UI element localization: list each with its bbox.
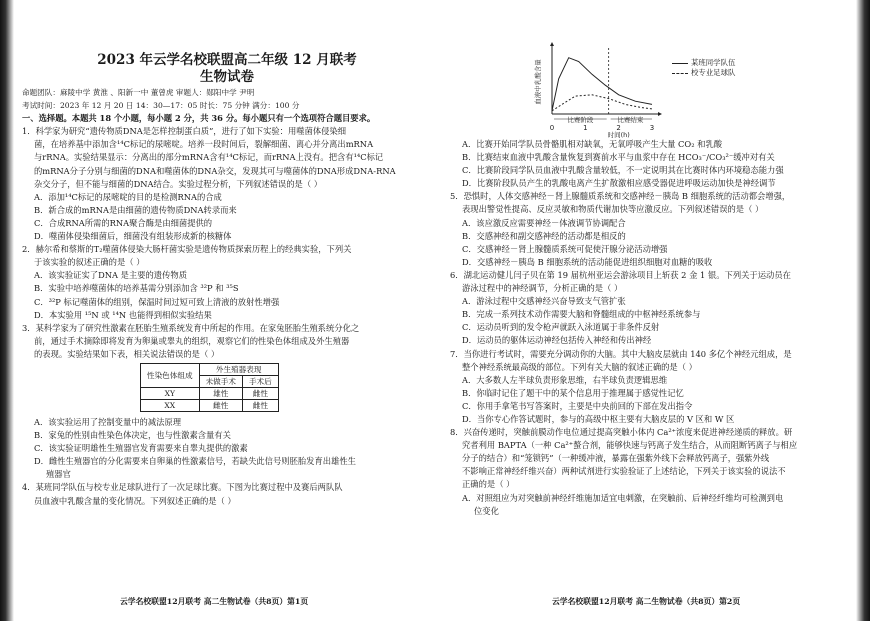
footer-left: 云学名校联盟12月联考 高二生物试卷（共8页）第1页 <box>120 597 309 606</box>
option-c: C．你用手拿笔书写答案时，主要是中央前回的下部在发出指令 <box>462 400 693 411</box>
option-b: B．比赛结束血液中乳酸含量恢复到赛前水平与血浆中存在 HCO₃⁻/CO₃²⁻缓冲对有关 <box>462 152 775 163</box>
option-a: A．添加¹⁴C标记的尿嘧啶的目的是检测RNA的合成 <box>34 191 222 202</box>
question-stem-line: 表现出警觉性提高、反应灵敏和物质代谢加快等应激反应。下列叙述错误的是（ ） <box>462 204 764 215</box>
option-b: B．实验中培养噬菌体的培养基需分别添加含 ³²P 和 ³⁵S <box>34 283 239 294</box>
option-c: C．交感神经－肾上腺髓质系统可促使汗腺分泌活动增强 <box>462 243 668 254</box>
table-header-after-surgery: 手术后 <box>242 375 278 387</box>
table-header-group: 外生殖器表现 <box>199 363 278 375</box>
exam-info: 考试时间：2023 年 12 月 20 日 14：30—17：05 时长：75 分钟 满分：100 分 <box>22 101 300 111</box>
question-stem-line: 2．赫尔希和蔡斯的T₂噬菌体侵染大肠杆菌实验是遗传物质探索历程上的经典实验，下列关 <box>22 244 352 255</box>
question-3 <box>22 322 432 482</box>
option-a: A．对照组应为对突触前神经纤维施加适宜电刺激，在突触前、后神经纤维均可检测到电 <box>462 492 784 503</box>
table-cell: XX <box>141 399 200 411</box>
question-stem-line: 3．某科学家为了研究性激素在胚胎生殖系统发育中所起的作用。在家兔胚胎生殖系统分化之 <box>22 322 360 333</box>
question-stem-line: 整个神经系统最高级的部位。下列有关大脑的叙述正确的是（ ） <box>462 361 697 372</box>
legend-label: 某班同学队伍 <box>691 58 736 67</box>
question-stem-line: 正确的是（ ） <box>462 479 515 490</box>
genital-table <box>140 363 279 412</box>
scan-edge-right <box>856 0 870 621</box>
question-6 <box>450 269 850 348</box>
x-tick-label: 3 <box>649 124 655 132</box>
option-d: D．比赛阶段队员产生的乳酸电离产生扩散激相应感受器促进呼吸运动加快是神经调节 <box>462 178 776 189</box>
chart-legend <box>672 58 735 78</box>
table-cell: 雌性 <box>199 399 242 411</box>
option-b: B．交感神经和副交感神经的活动都是相反的 <box>462 230 626 241</box>
question-stem-line: 1．科学家为研究“遗传物质DNA是怎样控制蛋白质”，进行了如下实验：用噬菌体侵染细 <box>22 126 347 137</box>
question-stem-line: 6．湖北运动健儿闫子贝在第 19 届杭州亚运会游泳项目上斩获 2 金 1 银。下列关于运动员在 <box>450 269 791 280</box>
lactate-chart <box>450 42 850 138</box>
question-stem-line: 员血液中乳酸含量的变化情况。下列叙述正确的是（ ） <box>34 495 236 506</box>
option-d: D．噬菌体侵染细菌后，细菌没有组装形成新的核糖体 <box>34 231 232 242</box>
table-row <box>141 387 279 399</box>
exam-subject: 生物试卷 <box>200 69 254 85</box>
series-line-2 <box>552 95 652 111</box>
question-stem-line: 7．当你进行考试时，需要充分调动你的大脑。其中大脑皮层就由 140 多亿个神经元组成，是 <box>450 348 792 359</box>
y-axis-arrow <box>550 42 554 46</box>
option-b: B．新合成的mRNA是由细菌的遗传物质DNA转录而来 <box>34 204 237 215</box>
x-axis-label: 时间(h) <box>607 131 630 138</box>
question-stem-line: 不影响正常神经纤维兴奋）两种试剂进行实验验证了上述结论，下列关于该实验的说法不 <box>462 466 786 477</box>
option-b: B．家兔的性别由性染色体决定，也与性激素含量有关 <box>34 430 231 441</box>
legend-solid-swatch <box>672 63 688 64</box>
exam-authors: 命题团队：麻陵中学 黄淮 、阳新一中 董曾虎 审题人：郧阳中学 尹明 <box>22 88 255 97</box>
legend-entry-dashed <box>672 68 735 78</box>
question-stem-line: 分子的结合）和“笼锁钙”（一种缓冲液，暴露在强紫外线下会释放钙离子，强紫外线 <box>462 453 770 464</box>
option-c: C．合成RNA所需的RNA聚合酶是由细菌提供的 <box>34 217 213 228</box>
phase-label: 比赛阶段 <box>567 116 594 124</box>
left-column <box>22 0 432 508</box>
question-stem-line: 与rRNA。实验结果显示：分离出的部分mRNA含有¹⁴C标记，而rRNA上没有。把含有¹⁴C标记 <box>34 152 384 163</box>
question-4 <box>22 481 432 507</box>
question-stem-line: 究者利用 BAPTA（一种 Ca²⁺螯合剂，能够快速与钙离子发生结合，从而阻断钙离子与相应 <box>462 440 798 451</box>
series-line-1 <box>552 58 652 111</box>
option-d: D．雌性生殖器官的分化需要来自卵巢的性激素信号，若缺失此信号则胚胎发育出雄性生 <box>34 456 356 467</box>
option-b: B．你临时记住了题干中的某个信息用于推理属于感觉性记忆 <box>462 387 684 398</box>
legend-dashed-swatch <box>672 73 688 74</box>
option-d: D．本实验用 ¹⁵N 或 ¹⁴N 也能得到相似实验结果 <box>34 309 212 320</box>
question-8 <box>450 426 850 518</box>
table-cell: 雄性 <box>199 387 242 399</box>
question-2 <box>22 243 432 322</box>
option-a: A．比赛开始同学队员骨骼肌相对缺氧，无氧呼吸产生大量 CO₂ 和乳酸 <box>462 139 723 149</box>
option-c: C．比赛阶段同学队员血液中乳酸含量较低，不一定说明其在比赛时体内环境稳态能力强 <box>462 165 784 176</box>
x-tick-label: 2 <box>616 124 621 132</box>
question-5 <box>450 190 850 269</box>
option-a: A．大多数人左半球负责形象思维，右半球负责逻辑思维 <box>462 374 668 385</box>
question-stem-line: 游泳过程中的神经调节，分析正确的是（ ） <box>462 283 623 294</box>
table-cell: XY <box>141 387 200 399</box>
table-header-no-surgery: 未做手术 <box>199 375 242 387</box>
x-tick-label: 0 <box>549 124 555 132</box>
option-a: A．该实验证实了DNA 是主要的遗传物质 <box>34 270 187 281</box>
right-column <box>450 0 850 518</box>
table-cell: 雌性 <box>242 387 278 399</box>
x-axis-arrow <box>658 112 662 116</box>
option-a: A．游泳过程中交感神经兴奋导致支气管扩张 <box>462 296 626 307</box>
y-axis-label: 血液中乳酸含量 <box>534 59 542 105</box>
question-stem-line: 的mRNA分子分别与细菌的DNA和噬菌体的DNA杂交，发现其可与噬菌体的DNA形成DNA-RNA <box>34 165 396 176</box>
question-stem-line: 前，通过手术摘除即将发育为卵巢或睾丸的组织，观察它们的性染色体组成及外生殖器 <box>34 335 350 346</box>
option-a: A．该应激反应需要神经－体液调节协调配合 <box>462 217 626 228</box>
table-row <box>141 399 279 411</box>
lactate-chart-svg <box>530 42 670 138</box>
x-tick-label: 1 <box>583 124 588 132</box>
question-stem-line: 5．恐惧时，人体交感神经－肾上腺髓质系统和交感神经－胰岛 B 细胞系统的活动都会增强， <box>450 191 791 202</box>
table-header-chromosome: 性染色体组成 <box>141 363 200 387</box>
footer-right: 云学名校联盟12月联考 高二生物试卷（共8页）第2页 <box>552 597 741 606</box>
option-c: C．³²P 标记噬菌体的组别，保温时间过短可致上清液的放射性增强 <box>34 296 280 307</box>
option-d: D．交感神经－胰岛 B 细胞系统的活动能促进组织细胞对血糖的吸收 <box>462 256 713 267</box>
question-stem-line: 4．某班同学队伍与校专业足球队进行了一次足球比赛。下图为比赛过程中及赛后两队队 <box>22 482 343 493</box>
legend-entry-solid <box>672 58 735 68</box>
question-stem-line: 于该实验的叙述正确的是（ ） <box>34 257 145 268</box>
option-c: C．运动员听到的发令枪声就跃入泳道属于非条件反射 <box>462 322 660 333</box>
question-stem-line: 的表现。实验结果如下表，相关说法错误的是（ ） <box>34 348 220 359</box>
option-d-continued: 殖器官 <box>46 469 71 480</box>
scan-edge-left <box>0 0 14 621</box>
phase-label: 比赛结束 <box>617 116 644 124</box>
option-b: B．完成一系列技术动作需要大脑和脊髓组成的中枢神经系统参与 <box>462 309 701 320</box>
option-d: D．当你专心作答试题时，参与的高级中枢主要有大脑皮层的 V 区和 W 区 <box>462 413 735 424</box>
option-c: C．该实验证明雄性生殖器官发育需要来自睾丸提供的激素 <box>34 443 248 454</box>
option-a: A．该实验运用了控制变量中的减法原理 <box>34 416 182 427</box>
table-cell: 雌性 <box>242 399 278 411</box>
question-stem-line: 8．兴奋传递时，突触前膜动作电位通过提高突触小体内 Ca²⁺浓度来促进神经递质的释放。研 <box>450 427 793 438</box>
question-1 <box>22 125 432 243</box>
question-7 <box>450 348 850 427</box>
question-4-options <box>450 138 850 190</box>
question-stem-line: 菌，在培养基中添加含¹⁴C标记的尿嘧啶。培养一段时间后，裂解细菌、离心并分离出mRNA <box>34 139 374 150</box>
question-stem-line: 杂交分子，但不能与细菌的DNA结合。实验过程分析，下列叙述错误的是（ ） <box>34 178 323 189</box>
legend-label: 校专业足球队 <box>691 68 736 77</box>
option-d: D．运动员的躯体运动神经包括传入神经和传出神经 <box>462 335 652 346</box>
section-heading: 一、选择题。本题共 18 个小题，每小题 2 分，共 36 分。每小题只有一个选项符合题目要求。 <box>22 113 376 124</box>
option-a-continued: 位变化 <box>474 505 499 516</box>
exam-title: 2023 年云学名校联盟高二年级 12 月联考 <box>97 52 357 68</box>
